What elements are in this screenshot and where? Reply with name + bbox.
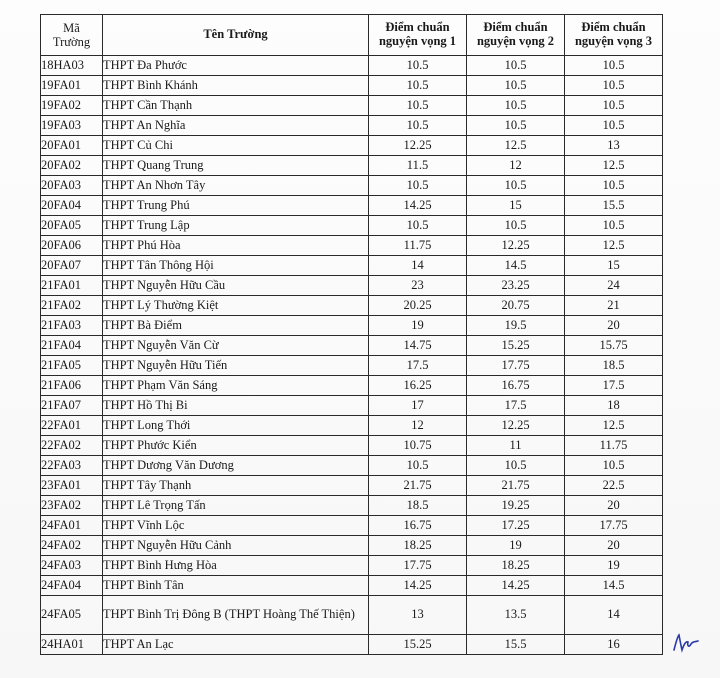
table-row: [41, 56, 663, 76]
cell-score-nv1: 10.5: [369, 56, 467, 76]
cell-school-code: 20FA05: [41, 216, 103, 236]
cell-score-nv1: 20.25: [369, 296, 467, 316]
table-row: [41, 456, 663, 476]
cell-score-nv2: 10.5: [467, 456, 565, 476]
cell-score-nv3: 10.5: [565, 96, 663, 116]
header-school-name: Tên Trường: [103, 15, 369, 56]
table-header-row: [41, 15, 663, 56]
cell-score-nv1: 10.5: [369, 456, 467, 476]
cell-school-name: THPT Bình Trị Đông B (THPT Hoàng Thế Thiện): [103, 596, 369, 635]
cell-score-nv2: 10.5: [467, 76, 565, 96]
cell-school-name: THPT Tây Thạnh: [103, 476, 369, 496]
cell-school-code: 21FA02: [41, 296, 103, 316]
cell-school-code: 24FA05: [41, 596, 103, 635]
table-row: [41, 96, 663, 116]
cell-school-name: THPT Cần Thạnh: [103, 96, 369, 116]
table-row: [41, 396, 663, 416]
cell-score-nv3: 15: [565, 256, 663, 276]
cell-score-nv3: 11.75: [565, 436, 663, 456]
cell-score-nv3: 19: [565, 556, 663, 576]
cell-score-nv2: 12: [467, 156, 565, 176]
cell-score-nv2: 23.25: [467, 276, 565, 296]
cell-score-nv3: 10.5: [565, 56, 663, 76]
table-row: [41, 556, 663, 576]
header-school-code: Mã Trường: [41, 15, 103, 56]
table-row: [41, 516, 663, 536]
cell-score-nv3: 21: [565, 296, 663, 316]
cell-school-name: THPT Dương Văn Dương: [103, 456, 369, 476]
cell-school-code: 24FA02: [41, 536, 103, 556]
cell-score-nv3: 10.5: [565, 456, 663, 476]
cell-score-nv1: 19: [369, 316, 467, 336]
cell-score-nv3: 10.5: [565, 216, 663, 236]
cell-score-nv1: 16.75: [369, 516, 467, 536]
cell-school-name: THPT Phạm Văn Sáng: [103, 376, 369, 396]
cell-score-nv1: 18.25: [369, 536, 467, 556]
cell-score-nv1: 17: [369, 396, 467, 416]
cell-school-name: THPT Vĩnh Lộc: [103, 516, 369, 536]
cell-score-nv3: 14.5: [565, 576, 663, 596]
cell-school-name: THPT Lê Trọng Tấn: [103, 496, 369, 516]
cell-score-nv3: 18: [565, 396, 663, 416]
cell-school-code: 21FA01: [41, 276, 103, 296]
table-row: [41, 76, 663, 96]
cell-score-nv2: 17.25: [467, 516, 565, 536]
header-score-nv2: Điểm chuẩn nguyện vọng 2: [467, 15, 565, 56]
cell-school-code: 20FA02: [41, 156, 103, 176]
cell-score-nv1: 14.25: [369, 576, 467, 596]
cell-school-code: 20FA01: [41, 136, 103, 156]
cell-score-nv2: 10.5: [467, 116, 565, 136]
table-row: [41, 356, 663, 376]
table-row: [41, 136, 663, 156]
cell-score-nv2: 10.5: [467, 56, 565, 76]
cell-school-name: THPT Trung Phú: [103, 196, 369, 216]
cell-school-name: THPT Quang Trung: [103, 156, 369, 176]
cell-score-nv3: 15.75: [565, 336, 663, 356]
cell-school-name: THPT Nguyễn Văn Cừ: [103, 336, 369, 356]
table-row: [41, 596, 663, 635]
cell-score-nv2: 13.5: [467, 596, 565, 635]
table-row: [41, 336, 663, 356]
table-row: [41, 176, 663, 196]
cell-score-nv3: 22.5: [565, 476, 663, 496]
cell-score-nv2: 10.5: [467, 176, 565, 196]
cell-score-nv2: 15: [467, 196, 565, 216]
cell-score-nv2: 19: [467, 536, 565, 556]
cell-score-nv1: 10.5: [369, 116, 467, 136]
cell-score-nv2: 21.75: [467, 476, 565, 496]
table-row: [41, 416, 663, 436]
cell-score-nv1: 14: [369, 256, 467, 276]
cell-score-nv2: 15.25: [467, 336, 565, 356]
cell-score-nv3: 20: [565, 316, 663, 336]
header-score-nv3: Điểm chuẩn nguyện vọng 3: [565, 15, 663, 56]
cell-score-nv3: 10.5: [565, 176, 663, 196]
table-row: [41, 276, 663, 296]
cell-score-nv2: 17.75: [467, 356, 565, 376]
cell-school-code: 21FA07: [41, 396, 103, 416]
cell-school-name: THPT Nguyễn Hữu Cảnh: [103, 536, 369, 556]
cell-score-nv1: 14.25: [369, 196, 467, 216]
cell-school-name: THPT Trung Lập: [103, 216, 369, 236]
cell-school-code: 21FA04: [41, 336, 103, 356]
cell-score-nv3: 16: [565, 635, 663, 655]
header-score-nv1: Điểm chuẩn nguyện vọng 1: [369, 15, 467, 56]
cell-school-code: 19FA03: [41, 116, 103, 136]
cell-school-name: THPT Bình Hưng Hòa: [103, 556, 369, 576]
table-row: [41, 536, 663, 556]
table-row: [41, 156, 663, 176]
cell-school-name: THPT Hồ Thị Bi: [103, 396, 369, 416]
cell-score-nv2: 12.25: [467, 416, 565, 436]
cell-score-nv2: 14.25: [467, 576, 565, 596]
cell-score-nv3: 12.5: [565, 156, 663, 176]
table-row: [41, 256, 663, 276]
cell-score-nv1: 10.5: [369, 76, 467, 96]
cell-score-nv1: 14.75: [369, 336, 467, 356]
cell-school-name: THPT Phú Hòa: [103, 236, 369, 256]
cell-school-code: 24FA04: [41, 576, 103, 596]
cell-score-nv1: 13: [369, 596, 467, 635]
handwritten-signature-mark: [672, 632, 700, 654]
cell-school-code: 24FA03: [41, 556, 103, 576]
cell-score-nv2: 17.5: [467, 396, 565, 416]
cell-score-nv1: 10.5: [369, 176, 467, 196]
table-row: [41, 496, 663, 516]
cell-school-code: 23FA01: [41, 476, 103, 496]
table-row: [41, 216, 663, 236]
table-row: [41, 236, 663, 256]
cell-score-nv1: 17.75: [369, 556, 467, 576]
cell-score-nv2: 19.25: [467, 496, 565, 516]
cell-score-nv2: 10.5: [467, 96, 565, 116]
table-row: [41, 376, 663, 396]
cell-score-nv1: 11.5: [369, 156, 467, 176]
cell-school-code: 21FA05: [41, 356, 103, 376]
cell-school-code: 22FA03: [41, 456, 103, 476]
cell-school-name: THPT Bình Khánh: [103, 76, 369, 96]
cell-school-code: 18HA03: [41, 56, 103, 76]
cell-score-nv3: 15.5: [565, 196, 663, 216]
cell-school-code: 20FA04: [41, 196, 103, 216]
cell-school-code: 20FA07: [41, 256, 103, 276]
cell-score-nv2: 16.75: [467, 376, 565, 396]
table-row: [41, 576, 663, 596]
cell-score-nv1: 23: [369, 276, 467, 296]
cell-school-code: 24FA01: [41, 516, 103, 536]
cell-score-nv3: 24: [565, 276, 663, 296]
cell-score-nv3: 17.75: [565, 516, 663, 536]
cell-school-code: 21FA03: [41, 316, 103, 336]
cell-school-name: THPT Củ Chi: [103, 136, 369, 156]
cell-school-code: 20FA06: [41, 236, 103, 256]
cell-score-nv3: 14: [565, 596, 663, 635]
table-row: [41, 196, 663, 216]
cell-school-name: THPT Nguyễn Hữu Tiến: [103, 356, 369, 376]
cell-school-code: 19FA02: [41, 96, 103, 116]
cell-score-nv3: 10.5: [565, 116, 663, 136]
cell-school-name: THPT Lý Thường Kiệt: [103, 296, 369, 316]
cell-school-code: 19FA01: [41, 76, 103, 96]
cell-score-nv2: 19.5: [467, 316, 565, 336]
cell-school-code: 20FA03: [41, 176, 103, 196]
cell-score-nv1: 10.5: [369, 96, 467, 116]
cell-score-nv1: 12.25: [369, 136, 467, 156]
cell-school-code: 23FA02: [41, 496, 103, 516]
cell-score-nv1: 16.25: [369, 376, 467, 396]
table-row: [41, 116, 663, 136]
cell-score-nv2: 12.25: [467, 236, 565, 256]
cell-school-code: 24HA01: [41, 635, 103, 655]
cell-score-nv2: 12.5: [467, 136, 565, 156]
cell-score-nv1: 15.25: [369, 635, 467, 655]
cell-score-nv2: 14.5: [467, 256, 565, 276]
cell-school-name: THPT Bà Điểm: [103, 316, 369, 336]
cell-score-nv3: 20: [565, 496, 663, 516]
table-row: [41, 476, 663, 496]
cell-score-nv3: 20: [565, 536, 663, 556]
cell-school-code: 21FA06: [41, 376, 103, 396]
table-row: [41, 436, 663, 456]
cell-school-name: THPT Tân Thông Hội: [103, 256, 369, 276]
cell-school-name: THPT Bình Tân: [103, 576, 369, 596]
cell-school-code: 22FA01: [41, 416, 103, 436]
cell-score-nv3: 18.5: [565, 356, 663, 376]
cell-school-name: THPT Phước Kiển: [103, 436, 369, 456]
cell-score-nv3: 12.5: [565, 236, 663, 256]
admission-scores-table: [40, 14, 663, 655]
cell-school-name: THPT Đa Phước: [103, 56, 369, 76]
cell-score-nv3: 12.5: [565, 416, 663, 436]
cell-score-nv1: 21.75: [369, 476, 467, 496]
table-row: [41, 635, 663, 655]
cell-score-nv2: 15.5: [467, 635, 565, 655]
table-row: [41, 316, 663, 336]
cell-score-nv2: 18.25: [467, 556, 565, 576]
cell-score-nv2: 11: [467, 436, 565, 456]
cell-score-nv1: 17.5: [369, 356, 467, 376]
cell-school-name: THPT Long Thới: [103, 416, 369, 436]
cell-score-nv1: 11.75: [369, 236, 467, 256]
cell-score-nv3: 10.5: [565, 76, 663, 96]
cell-school-name: THPT An Nghĩa: [103, 116, 369, 136]
cell-score-nv2: 10.5: [467, 216, 565, 236]
cell-score-nv3: 13: [565, 136, 663, 156]
cell-school-name: THPT An Nhơn Tây: [103, 176, 369, 196]
cell-score-nv2: 20.75: [467, 296, 565, 316]
cell-school-name: THPT Nguyễn Hữu Cầu: [103, 276, 369, 296]
table-row: [41, 296, 663, 316]
cell-score-nv1: 10.5: [369, 216, 467, 236]
cell-score-nv1: 12: [369, 416, 467, 436]
cell-score-nv1: 10.75: [369, 436, 467, 456]
cell-score-nv1: 18.5: [369, 496, 467, 516]
cell-school-name: THPT An Lạc: [103, 635, 369, 655]
cell-score-nv3: 17.5: [565, 376, 663, 396]
cell-school-code: 22FA02: [41, 436, 103, 456]
